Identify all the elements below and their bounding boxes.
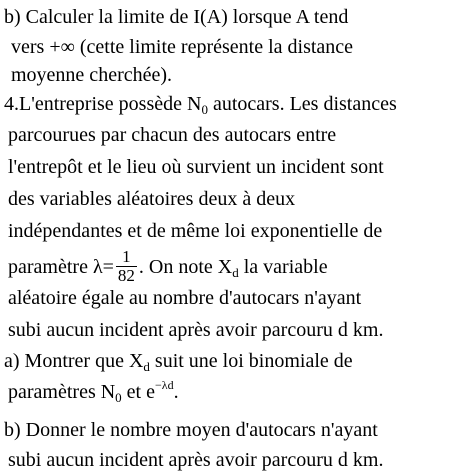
q4a-line-2 [8, 380, 179, 406]
q4-line-6-start: paramètre λ= [8, 256, 114, 279]
exponent-superscript: −λd [154, 378, 174, 392]
xd-subscript-a: d [143, 359, 150, 374]
q4-line-8: subi aucun incident après avoir parcouru d km. [8, 319, 384, 341]
q4-line-4: des variables aléatoires deux à deux [8, 188, 296, 210]
q4-line-1 [4, 92, 397, 118]
n0-subscript-a: 0 [115, 390, 122, 405]
q4b-line-1: b) Donner le nombre moyen d'autocars n'ayant [4, 419, 378, 441]
xd-subscript: d [232, 265, 239, 281]
lambda-fraction [116, 248, 137, 285]
q4-line-2: parcourues par chacun des autocars entre [8, 124, 337, 146]
q4-line-5: indépendantes et de même loi exponentielle de [8, 220, 383, 242]
q4a-line-2-middle: et e [121, 381, 155, 403]
n0-subscript: 0 [201, 102, 208, 117]
q4-line-1-end: autocars. Les distances [207, 93, 397, 115]
q4-line-6-end: la variable [238, 256, 328, 279]
q4a-line-1 [4, 349, 353, 375]
q4b-line-2: subi aucun incident après avoir parcouru d km. [8, 449, 384, 471]
q4a-line-1-end: suit une loi binomiale de [149, 350, 353, 372]
part-b-line-2: vers +∞ (cette limite représente la distance [11, 36, 354, 58]
fraction-denominator: 82 [117, 266, 135, 285]
q4-line-7: aléatoire égale au nombre d'autocars n'ayant [8, 287, 362, 309]
part-b-line-3: moyenne cherchée). [11, 64, 173, 86]
part-b-line-1: b) Calculer la limite de I(A) lorsque A tend [4, 6, 349, 28]
q4a-line-1-start: a) Montrer que X [4, 350, 144, 372]
q4-line-6-middle: . On note X [138, 256, 233, 279]
q4-line-3: l'entrepôt et le lieu où survient un incident sont [8, 156, 384, 178]
q4-line-1-start: 4.L'entreprise possède N [4, 93, 202, 115]
q4a-line-2-end: . [173, 381, 179, 403]
q4-line-6 [8, 247, 328, 287]
q4a-line-2-start: paramètres N [8, 381, 116, 403]
fraction-numerator: 1 [116, 248, 137, 267]
